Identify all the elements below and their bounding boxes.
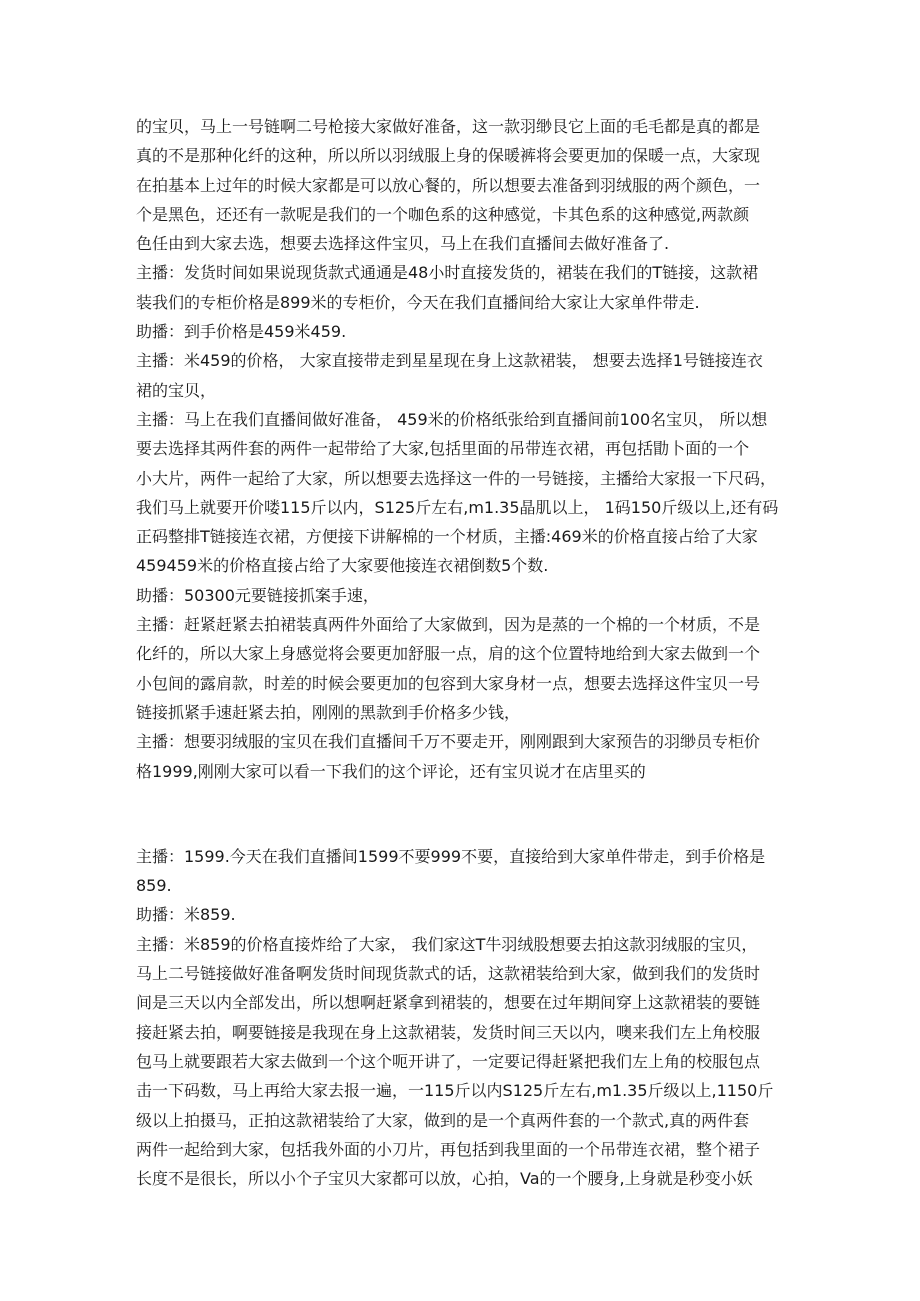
text-line: 主播：赶紧赶紧去拍裙装真两件外面给了大家做到，因为是蒸的一个棉的一个材质，不是 bbox=[136, 615, 761, 635]
text-line: 个是黑色，还还有一款呢是我们的一个咖色系的这种感觉，卡其色系的这种感觉,两款颜 bbox=[136, 204, 750, 224]
text-line: 装我们的专柜价格是899米的专柜价，今天在我们直播间给大家让大家单件带走. bbox=[136, 292, 700, 312]
text-line: 小大片，两件一起给了大家，所以想要去选择这一件的一号链接，主播给大家报一下尺码， bbox=[136, 468, 777, 488]
text-line: 级以上拍摄马，正拍这款裙装给了大家，做到的是一个真两件套的一个款式,真的两件套 bbox=[136, 1110, 750, 1130]
text-line: 在拍基本上过年的时候大家都是可以放心餐的，所以想要去准备到羽绒服的两个颜色，一 bbox=[136, 175, 761, 195]
text-line: 主播：米859的价格直接炸给了大家， 我们家这T牛羽绒股想要去拍这款羽绒服的宝贝， bbox=[136, 934, 758, 954]
text-line: 接赶紧去拍，啊要链接是我现在身上这款裙装，发货时间三天以内，噢来我们左上角校服 bbox=[136, 1022, 761, 1042]
text-line: 主播：发货时间如果说现货款式通通是48小时直接发货的，裙装在我们的T链接，这款裙 bbox=[136, 263, 759, 283]
text-line: 包马上就要跟若大家去做到一个这个呃开讲了，一定要记得赶紧把我们左上角的校服包点 bbox=[136, 1051, 761, 1071]
text-line: 化纤的，所以大家上身感觉将会要更加舒服一点，肩的这个位置特地给到大家去做到一个 bbox=[136, 644, 761, 664]
text-line: 马上二号链接做好准备啊发货时间现货款式的话，这款裙装给到大家，做到我们的发货时 bbox=[136, 964, 761, 984]
text-line: 的宝贝，马上一号链啊二号枪接大家做好准备，这一款羽缈艮它上面的毛毛都是真的都是 bbox=[136, 117, 761, 136]
text-line: 助播：米859. bbox=[136, 905, 236, 925]
text-line: 格1999,刚刚大家可以看一下我们的这个评论，还有宝贝说才在店里买的 bbox=[136, 761, 646, 781]
text-line: 链接抓紧手速赶紧去拍，刚刚的黑款到手价格多少钱， bbox=[136, 702, 521, 722]
text-line: 小包间的露肩款，时差的时候会要更加的包容到大家身材一点，想要去选择这件宝贝一号 bbox=[136, 673, 761, 693]
text-line: 助播：50300元要链接抓案手速， bbox=[136, 585, 379, 605]
text-line: 主播：米459的价格， 大家直接带走到星星现在身上这款裙装， 想要去选择1号链接连衣 bbox=[136, 351, 763, 371]
text-line: 我们马上就要开价喽115斤以内，S125斤左右,m1.35晶肌以上， 1码150斤级以上,还有码 bbox=[136, 497, 779, 517]
text-line: 主播：想要羽绒服的宝贝在我们直播间千万不要走开，刚刚跟到大家预告的羽缈员专柜价 bbox=[136, 732, 761, 752]
document-page bbox=[136, 112, 796, 1193]
text-line: 主播：1599.今天在我们直播间1599不要999不要，直接给到大家单件带走，到手价格是 bbox=[136, 846, 766, 866]
section-gap bbox=[136, 786, 796, 842]
text-line: 裙的宝贝， bbox=[136, 380, 217, 400]
text-line: 色任由到大家去选，想要去选择这件宝贝，马上在我们直播间去做好准备了. bbox=[136, 234, 670, 254]
text-line: 真的不是那种化纤的这种，所以所以羽绒服上身的保暖裤将会要更加的保暖一点，大家现 bbox=[136, 146, 761, 166]
text-line: 正码整排T链接连衣裙，方便接下讲解棉的一个材质，主播:469米的价格直接占给了大家 bbox=[136, 527, 758, 547]
text-line: 859. bbox=[136, 876, 172, 896]
text-line: 459459米的价格直接占给了大家要他接连衣裙倒数5个数. bbox=[136, 556, 549, 576]
transcript-section-1 bbox=[136, 112, 796, 786]
text-line: 间是三天以内全部发出，所以想啊赶紧拿到裙装的，想要在过年期间穿上这款裙装的要链 bbox=[136, 993, 761, 1013]
text-line: 击一下码数，马上再给大家去报一遍，一115斤以内S125斤左右,m1.35斤级以上,1150斤 bbox=[136, 1081, 774, 1101]
transcript-section-2 bbox=[136, 842, 796, 1194]
text-line: 要去选择其两件套的两件一起带给了大家,包括里面的吊带连衣裙，再包括勖卜面的一个 bbox=[136, 439, 750, 459]
text-line: 长度不是很长，所以小个子宝贝大家都可以放，心拍，Va的一个腰身,上身就是秒变小妖 bbox=[136, 1169, 753, 1189]
text-line: 两件一起给到大家，包括我外面的小刀片，再包括到我里面的一个吊带连衣裙，整个裙子 bbox=[136, 1139, 761, 1159]
text-line: 主播：马上在我们直播间做好准备， 459米的价格纸张给到直播间前100名宝贝， 所以想 bbox=[136, 409, 768, 429]
text-line: 助播：到手价格是459米459. bbox=[136, 322, 347, 342]
